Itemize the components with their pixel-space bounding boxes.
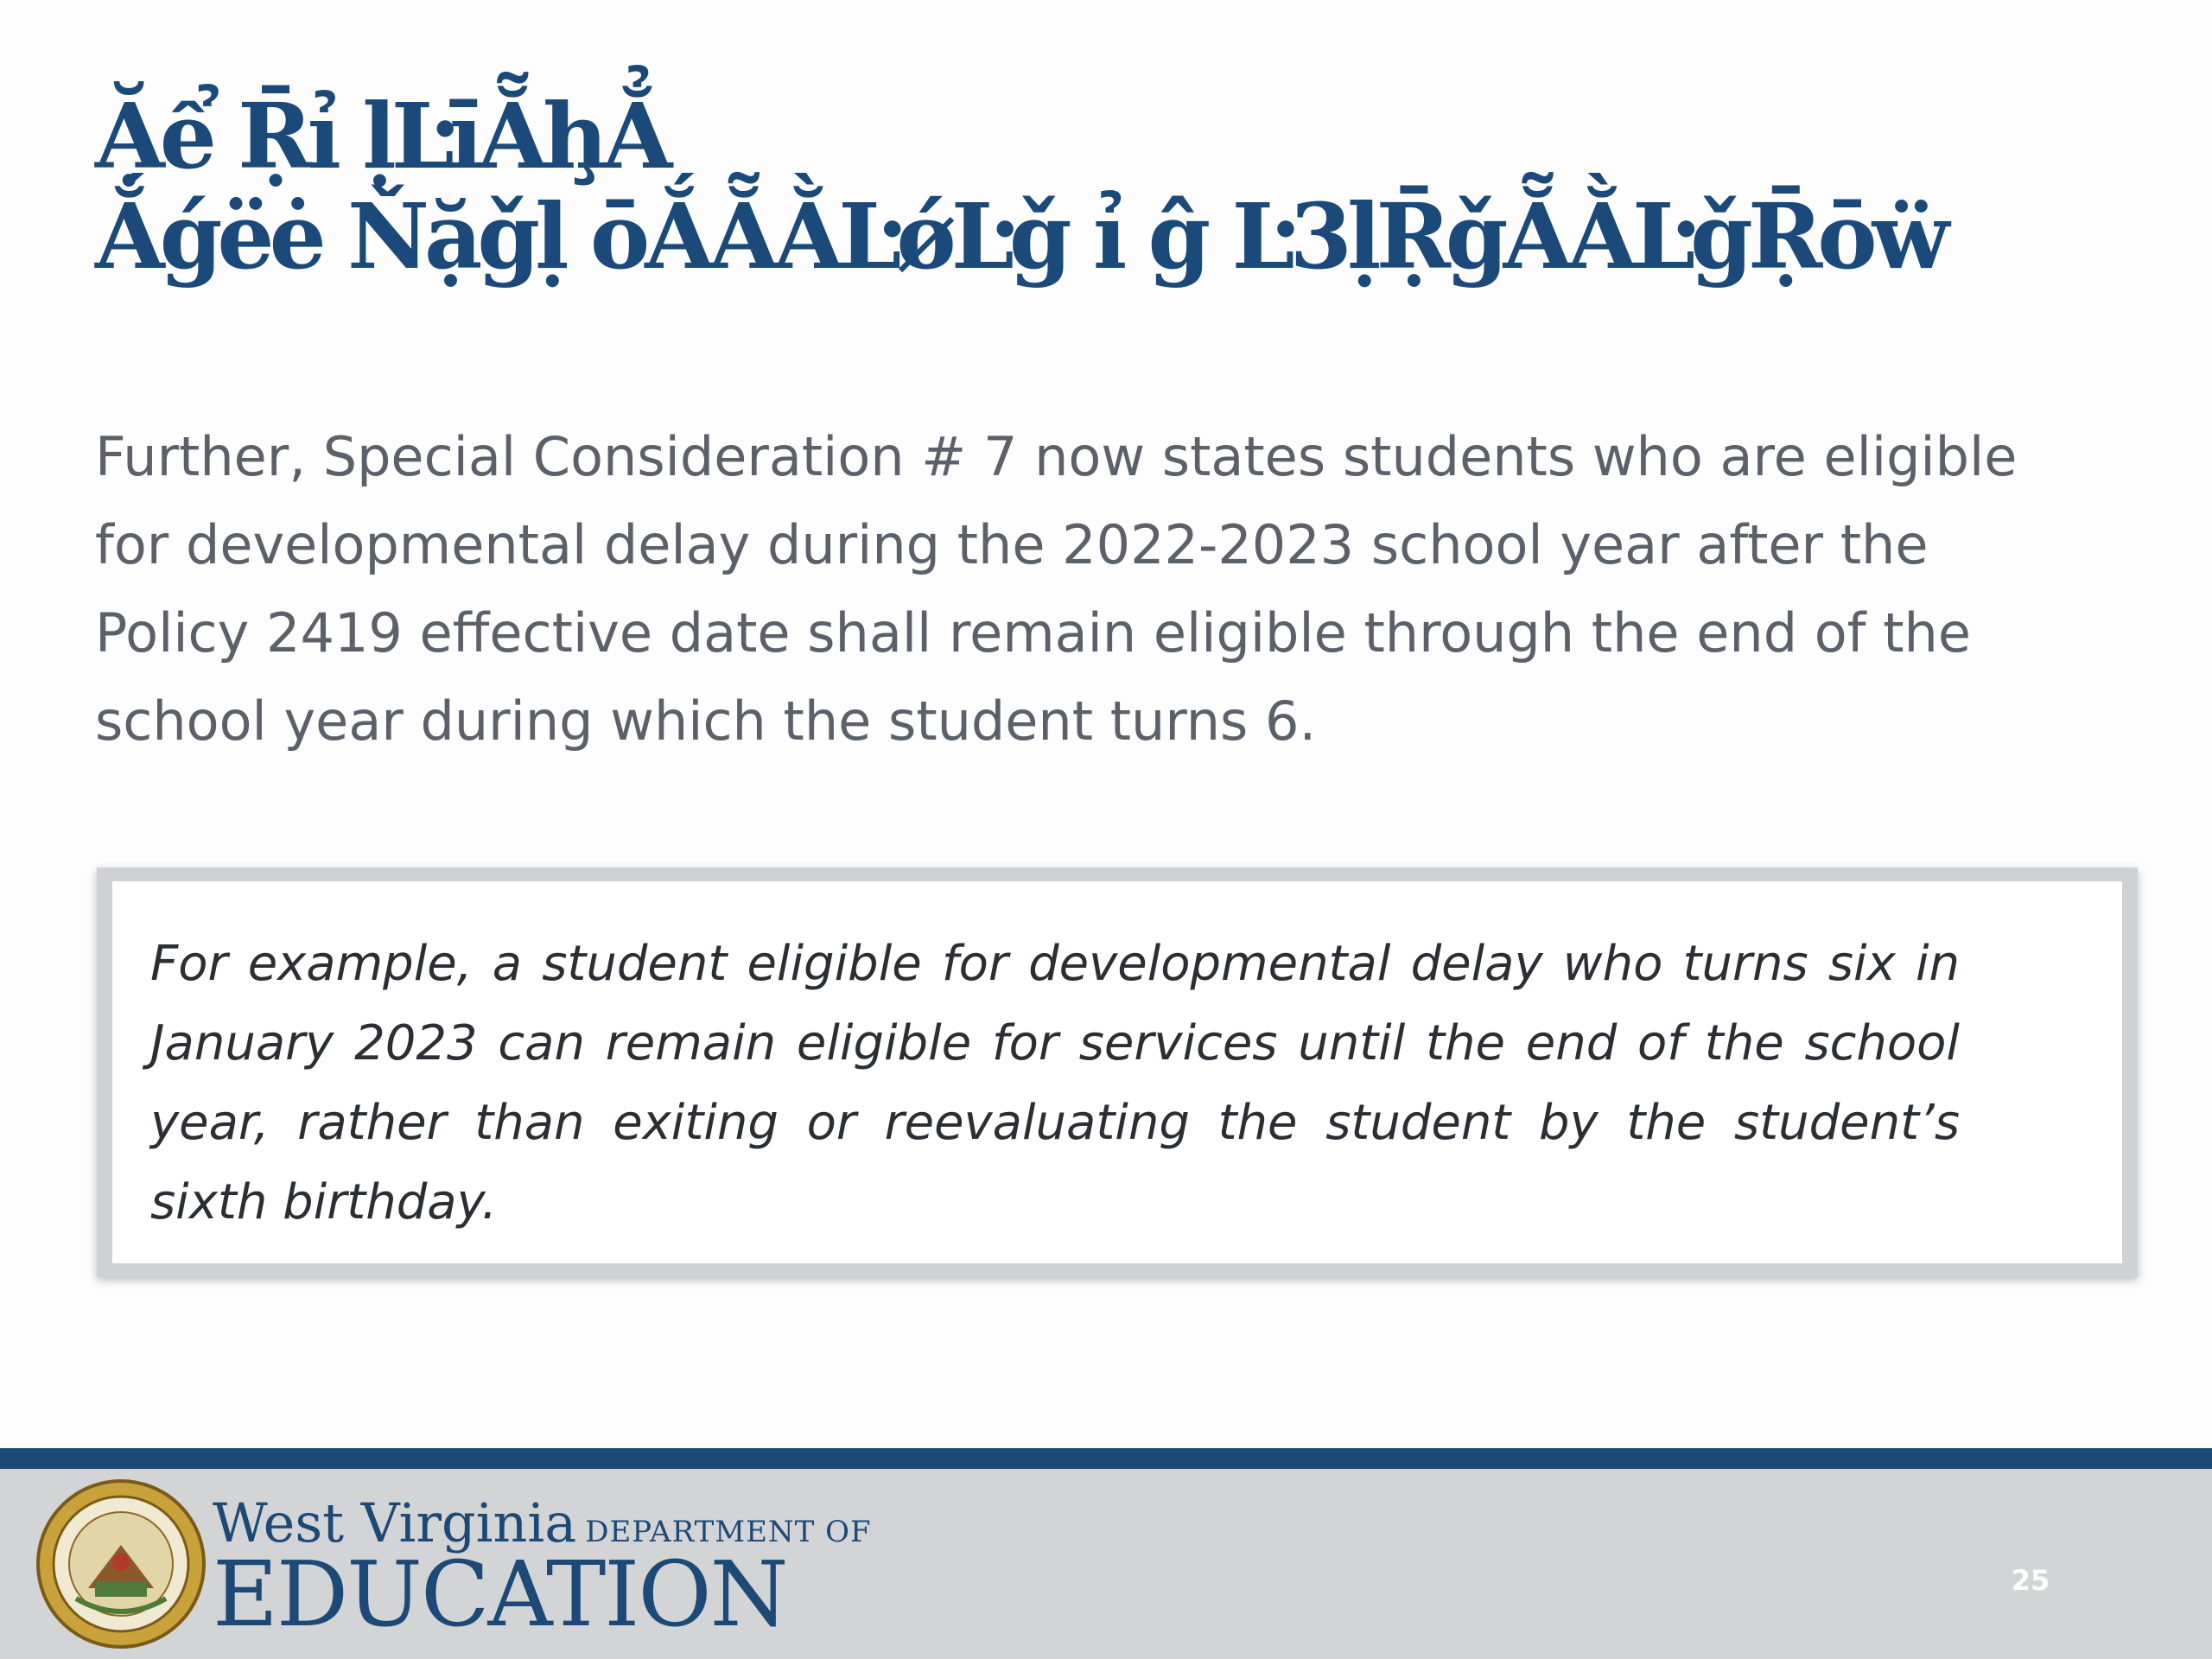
footer-accent-bar (0, 1448, 2212, 1469)
state-seal-icon (35, 1478, 207, 1650)
example-callout-text: For example, a student eligible for developmental delay who turns six in January 2023 can remain eligible for services until the end of the school year, rather than exiting or reevaluating the student by the student’s sixth birthday. (150, 936, 1960, 1230)
page-number: 25 (2011, 1564, 2050, 1597)
org-name-department: DEPARTMENT OF (585, 1515, 872, 1549)
slide-title-line-2: Ắǵëė Ňặǧḷ ōẮẴẰĿǿĿǧ ỉ ĝ Ŀ3ḷṜǧẴẰĿǧṜōẅ (95, 183, 1945, 289)
body-paragraph: Further, Special Consideration # 7 now states students who are eligible for developmental delay during the 2022-2023 school year after the Policy 2419 effective date shall remain eligible through the end of the school year during which the student turns 6. (95, 425, 2018, 753)
slide-title (95, 83, 2082, 289)
org-name-state: West Virginia (213, 1491, 577, 1554)
org-name-line-2: EDUCATION (213, 1541, 787, 1647)
slide-title-line-1: Ặể Ṝỉ ḷĿīẴḩẲ (95, 83, 668, 189)
